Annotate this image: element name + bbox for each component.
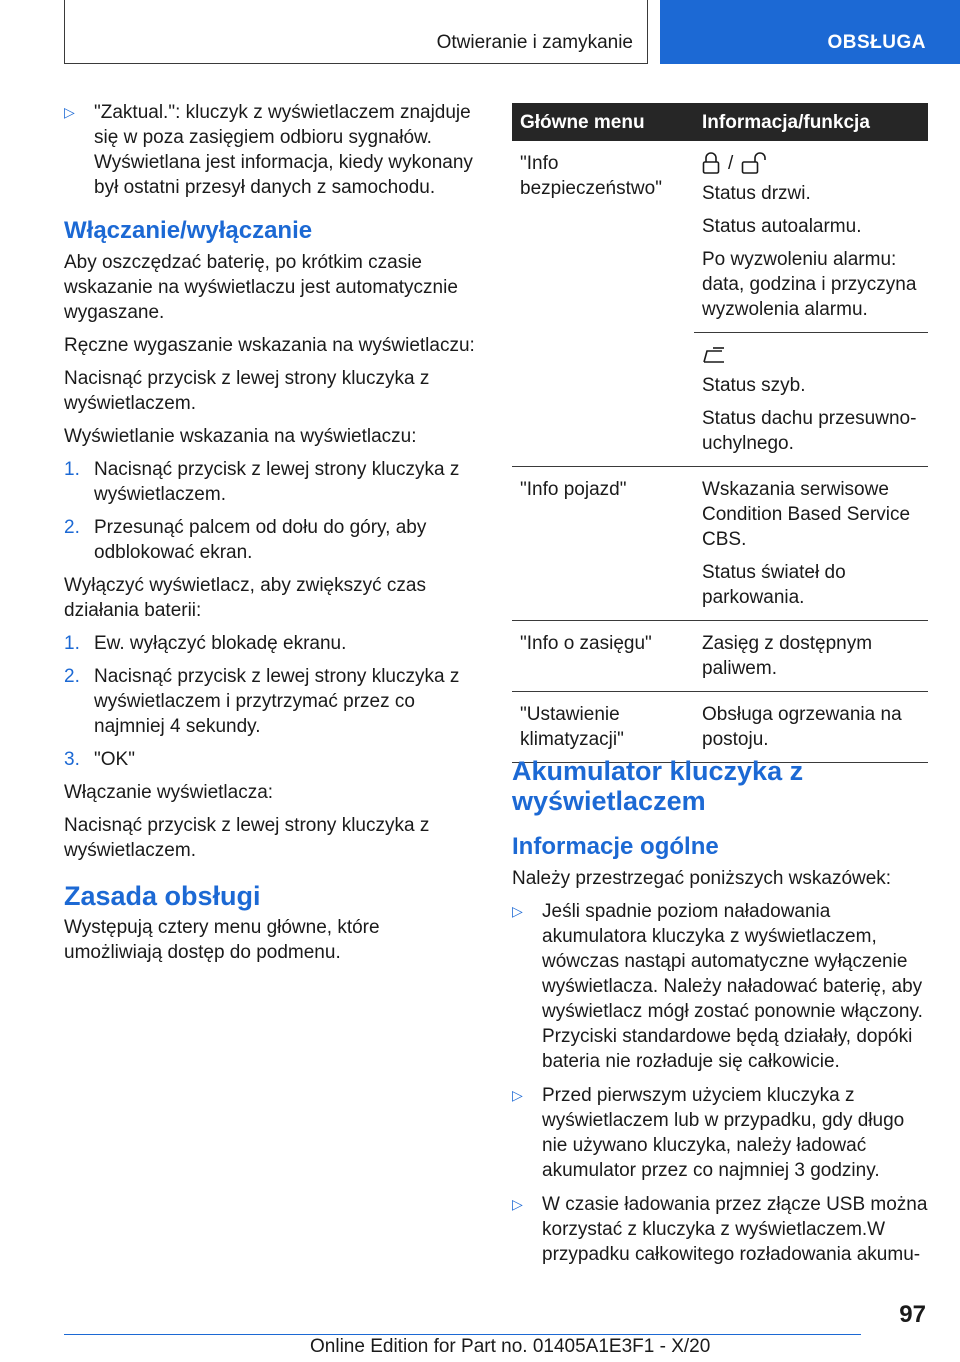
paragraph: Występują cztery menu główne, które umożliwiają dostęp do podmenu. [64,917,380,963]
table-row [512,621,928,692]
menu-name: "Ustawienie klimatyzacji" [520,704,624,750]
lock-icons [702,151,924,175]
paragraph: Wyłączyć wyświetlacz, aby zwiększyć czas działania baterii: [64,575,426,621]
list-item [64,664,476,739]
paragraph: Należy przestrzegać poniższych wskazówek: [512,868,892,889]
info-line: Status dachu przesuwno-uchylnego. [702,408,917,454]
header-chapter-box [660,0,960,64]
menu-name: "Info bezpieczeństwo" [520,153,662,199]
bullet-arrow-icon: ▷ [512,1196,523,1212]
table-cell-menu [512,692,694,763]
heading-on-off: Włączanie/wyłączanie [64,217,313,244]
table-cell-info [694,692,928,763]
list-item [64,747,476,772]
bullet-arrow-icon: ▷ [64,104,75,120]
list-item [64,515,476,565]
bullet-text: Jeśli spadnie poziom naładowania akumulatora kluczyka z wyświetlaczem, wówczas nastąpi automatyczne wyłączenie wyświetlacza. Należy naładować baterię, aby wyświetlacz mógł zostać ponownie włączony. Przyciski standardowe będą działały, dopóki bateria nie rozładuje się całkowicie. [542,901,923,1072]
table-cell-info [694,621,928,692]
paragraph: Ręczne wygaszanie wskazania na wyświetlaczu: [64,335,475,356]
info-line: Status autoalarmu. [702,216,862,237]
step-text: Nacisnąć przycisk z lewej strony kluczyka z wyświetlaczem i przytrzymać przez co najmniej 4 sekundy. [94,666,460,737]
step-text: Przesunąć palcem od dołu do góry, aby odblokować ekran. [94,517,427,563]
menu-name: "Info o zasięgu" [520,633,652,654]
right-column [512,756,928,1276]
info-line: Wskazania serwisowe Condition Based Service CBS. [702,479,911,550]
info-line: Po wyzwoleniu alarmu: data, godzina i przyczyna wyzwolenia alarmu. [702,249,917,320]
header-section-title: Otwieranie i zamykanie [436,32,633,53]
paragraph: Nacisnąć przycisk z lewej strony kluczyka z wyświetlaczem. [64,815,430,861]
column-header: Główne menu [512,103,694,141]
step-number: 3. [64,749,80,770]
step-text: Nacisnąć przycisk z lewej strony kluczyka z wyświetlaczem. [94,459,460,505]
step-text: "OK" [94,749,135,770]
header-chapter-title: OBSŁUGA [827,32,926,53]
step-number: 2. [64,517,80,538]
step-number: 2. [64,666,80,687]
paragraph: Włączanie wyświetlacza: [64,782,274,803]
info-line: Status świateł do parkowania. [702,562,846,608]
bullet-arrow-icon: ▷ [512,1087,523,1103]
bullet-text: Przed pierwszym użyciem kluczyka z wyświetlaczem lub w przypadku, gdy długo nie używano kluczyka, należy ładować akumulator przez co najmniej 3 godziny. [542,1085,905,1181]
info-line: Status szyb. [702,375,806,396]
lock-open-icon [741,152,767,174]
footer-edition: Online Edition for Part no. 01405A1E3F1 - X/20 [310,1336,711,1357]
bullet-arrow-icon: ▷ [512,903,523,919]
list-item [512,1192,928,1267]
window-icon [702,345,726,365]
bullet-text: "Zaktual.": kluczyk z wyświetlaczem znajduje się w poza zasięgiem odbioru sygnałów. Wyświetlana jest informacja, kiedy wykonany był ostatni przesył danych z samochodu. [94,102,473,198]
step-text: Ew. wyłączyć blokadę ekranu. [94,633,347,654]
info-line: Zasięg z dostępnym paliwem. [702,633,873,679]
bullet-text: W czasie ładowania przez złącze USB można korzystać z kluczyka z wyświetlaczem.W przypadku całkowitego rozładowania akumu- [542,1194,928,1265]
table-row [512,141,928,333]
page-number: 97 [899,1301,926,1328]
list-item [64,457,476,507]
heading-principle: Zasada obsługi [64,881,261,911]
info-line: Status drzwi. [702,183,811,204]
header-section-box [64,0,648,64]
left-column [64,100,476,973]
heading-general: Informacje ogólne [512,833,719,860]
table-cell-info [694,467,928,621]
lock-closed-icon [702,152,720,174]
paragraph: Wyświetlanie wskazania na wyświetlaczu: [64,426,417,447]
table-row [512,467,928,621]
info-line: Obsługa ogrzewania na postoju. [702,704,902,750]
table-row [512,692,928,763]
paragraph: Nacisnąć przycisk z lewej strony kluczyka z wyświetlaczem. [64,368,430,414]
list-item [512,1083,928,1183]
menu-name: "Info pojazd" [520,479,627,500]
table-cell-info [694,333,928,467]
table-header-row [512,103,928,141]
menu-table [512,103,928,763]
paragraph: Aby oszczędzać baterię, po krótkim czasie wskazanie na wyświetlaczu jest automatycznie wygaszane. [64,252,458,323]
column-header: Informacja/funkcja [694,103,928,141]
list-item [512,899,928,1074]
heading-battery: Akumulator kluczyka z wyświetlaczem [512,756,804,816]
list-item [64,631,476,656]
table-cell-menu [512,141,694,467]
step-number: 1. [64,459,80,480]
table-cell-menu [512,467,694,621]
list-item [64,100,476,200]
icon-separator: / [728,152,734,174]
table-cell-info [694,141,928,333]
step-number: 1. [64,633,80,654]
window-icons [702,343,924,367]
table-cell-menu [512,621,694,692]
